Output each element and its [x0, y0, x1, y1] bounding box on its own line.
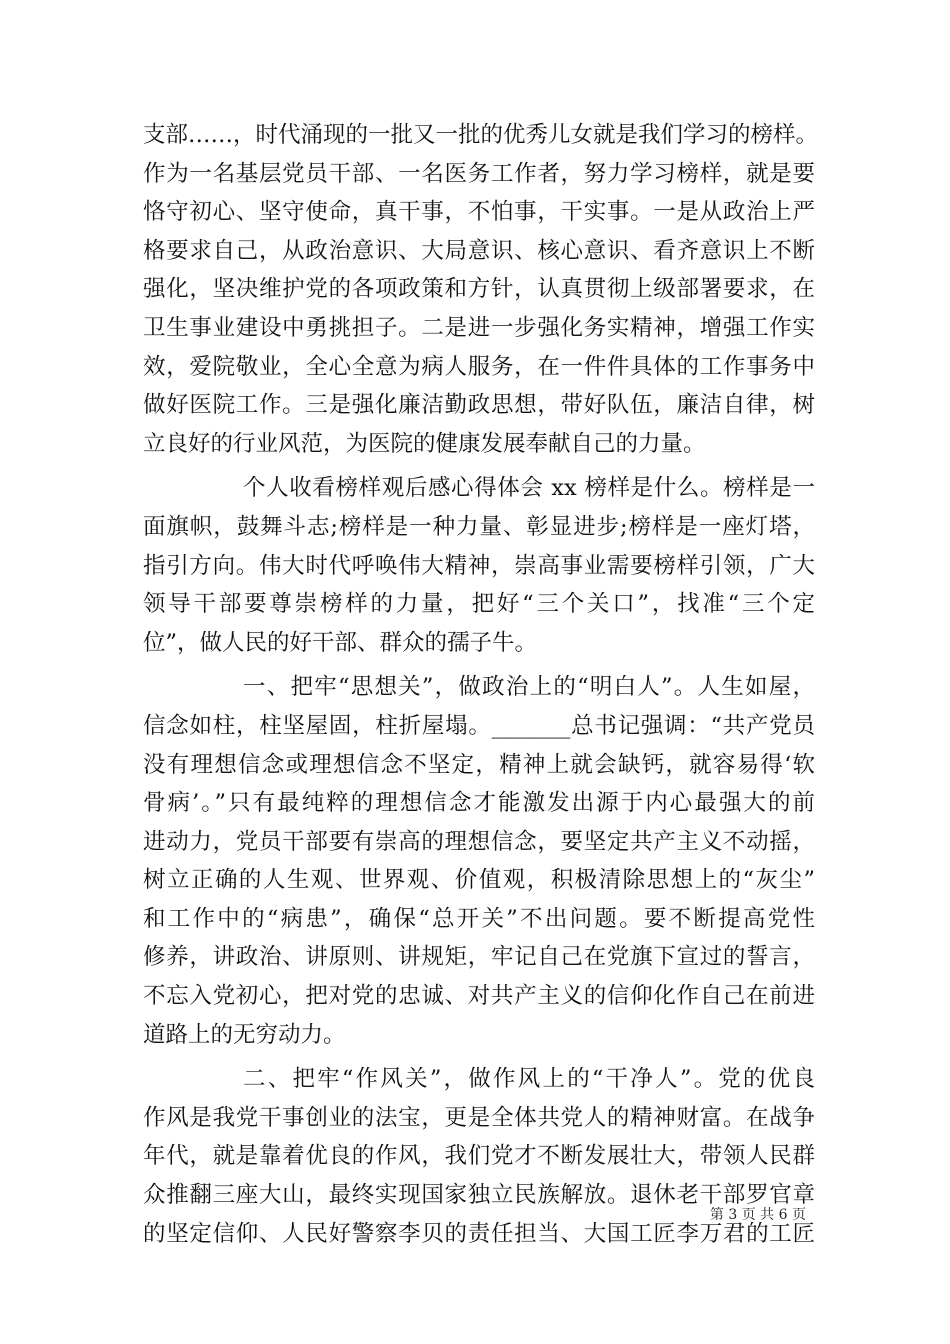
text-line: 修养，讲政治、讲原则、讲规矩，牢记自己在党旗下宣过的誓言， [143, 944, 815, 971]
text-line: 进动力，党员干部要有崇高的理想信念，要坚定共产主义不动摇， [143, 828, 815, 855]
text-line: 的坚定信仰、人民好警察李贝的责任担当、大国工匠李万君的工匠 [143, 1220, 815, 1247]
text-line: 面旗帜，鼓舞斗志;榜样是一种力量、彰显进步;榜样是一座灯塔， [143, 513, 815, 540]
text-line: 没有理想信念或理想信念不坚定，精神上就会缺钙，就容易得‘软 [143, 751, 815, 778]
text-line: 做好医院工作。三是强化廉洁勤政思想，带好队伍，廉洁自律，树 [143, 392, 815, 419]
text-line: 立良好的行业风范，为医院的健康发展奉献自己的力量。 [143, 430, 706, 457]
paragraph [143, 668, 815, 1054]
text-line: 领导干部要尊崇榜样的力量，把好“三个关口”，找准“三个定 [143, 591, 815, 618]
paragraph [143, 469, 815, 662]
text-line: 信念如柱，柱坚屋固，柱折屋塌。_______总书记强调：“共产党员 [143, 712, 815, 739]
text-line: 一、把牢“思想关”，做政治上的“明白人”。人生如屋， [243, 674, 815, 701]
page-number: 第 3 页 共 6 页 [709, 1207, 806, 1223]
text-line: 指引方向。伟大时代呼唤伟大精神，崇高事业需要榜样引领，广大 [143, 552, 815, 579]
text-line: 位”，做人民的好干部、群众的孺子牛。 [143, 629, 538, 656]
document-body [143, 116, 819, 1253]
text-line: 众推翻三座大山，最终实现国家独立民族解放。退休老干部罗官章 [143, 1182, 815, 1209]
text-line: 恪守初心、坚守使命，真干事，不怕事，干实事。一是从政治上严 [143, 199, 815, 226]
text-line: 效，爱院敬业，全心全意为病人服务，在一件件具体的工作事务中 [143, 353, 815, 380]
text-line: 强化，坚决维护党的各项政策和方针，认真贯彻上级部署要求，在 [143, 276, 815, 303]
text-line: 格要求自己，从政治意识、大局意识、核心意识、看齐意识上不断 [143, 237, 815, 264]
text-line: 作风是我党干事创业的法宝，更是全体共党人的精神财富。在战争 [143, 1104, 815, 1131]
paragraph [143, 1060, 815, 1253]
text-line: 树立正确的人生观、世界观、价值观，积极清除思想上的“灰尘” [143, 867, 815, 894]
text-line: 支部……，时代涌现的一批又一批的优秀儿女就是我们学习的榜样。 [143, 122, 819, 148]
text-line: 卫生事业建设中勇挑担子。二是进一步强化务实精神，增强工作实 [143, 314, 815, 341]
text-line: 年代，就是靠着优良的作风，我们党才不断发展壮大，带领人民群 [143, 1143, 815, 1170]
text-line: 不忘入党初心，把对党的忠诚、对共产主义的信仰化作自己在前进 [143, 983, 815, 1010]
text-line: 道路上的无穷动力。 [143, 1021, 346, 1048]
paragraph [143, 116, 819, 463]
text-line: 骨病’。”只有最纯粹的理想信念才能激发出源于内心最强大的前 [143, 790, 815, 817]
text-line: 个人收看榜样观后感心得体会 xx 榜样是什么。榜样是一 [243, 475, 815, 502]
text-line: 二、把牢“作风关”，做作风上的“干净人”。党的优良 [243, 1066, 815, 1093]
text-line: 作为一名基层党员干部、一名医务工作者，努力学习榜样，就是要 [143, 160, 815, 187]
text-line: 和工作中的“病患”，确保“总开关”不出问题。要不断提高党性 [143, 905, 815, 932]
